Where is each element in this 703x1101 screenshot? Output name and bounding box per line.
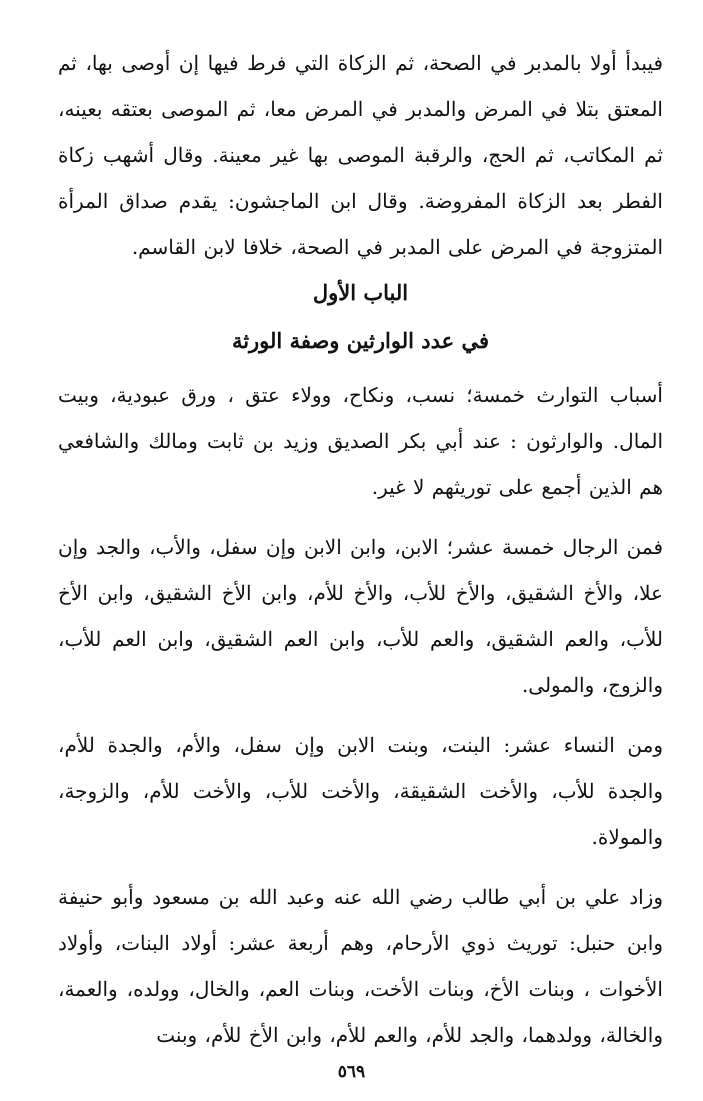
chapter-title: الباب الأول <box>312 280 409 305</box>
intro-paragraph: فيبدأ أولا بالمدبر في الصحة، ثم الزكاة التي فرط فيها إن أوصى بها، ثم المعتق بتلا في المرض والمدبر في المرض معا، ثم الموصى بعتقه بعينه، ثم المكاتب، ثم الحج، والرقبة الموصى بها غير معينة. وقال أشهب زكاة الفطر بعد الزكاة المفروضة. وقال ابن الماجشون: يقدم صداق المرأة المتزوجة في المرض على المدبر في الصحة، خلافا لابن القاسم. <box>58 51 663 259</box>
paragraph-gap <box>58 708 663 722</box>
female-heirs-paragraph: ومن النساء عشر: البنت، وبنت الابن وإن سفل، والأم، والجدة للأم، والجدة للأب، والأخت الشقيقة، والأخت للأب، والأخت للأم، والزوجة، والمولاة. <box>58 733 663 849</box>
paragraph-gap <box>58 860 663 874</box>
male-heirs-paragraph: فمن الرجال خمسة عشر؛ الابن، وابن الابن وإن سفل، والأب، والجد وإن علا، والأخ الشقيق، والأخ للأب، والأخ للأم، وابن الأخ الشقيق، وابن الأخ للأب، والعم الشقيق، والعم للأب، وابن العم الشقيق، وابن العم للأب، والزوج، والمولى. <box>58 535 663 697</box>
causes-of-inheritance-paragraph: أسباب التوارث خمسة؛ نسب، ونكاح، وولاء عتق ، ورق عبودية، وبيت المال. والوارثون : عند أبي بكر الصديق وزيد بن ثابت ومالك والشافعي هم الذين أجمع على توريثهم لا غير. <box>58 383 663 499</box>
distant-kindred-paragraph: وزاد علي بن أبي طالب رضي الله عنه وعبد الله بن مسعود وأبو حنيفة وابن حنبل: توريث ذوي الأرحام، وهم أربعة عشر: أولاد البنات، وأولاد الأخوات ، وبنات الأخ، وبنات الأخت، وبنات العم، والخال، وولده، والعمة، والخالة، وولدهما، والجد للأم، والعم للأم، وابن الأخ للأم، وبنت <box>58 885 663 1047</box>
chapter-subtitle: في عدد الوارثين وصفة الورثة <box>231 328 490 353</box>
page-content <box>58 40 663 1101</box>
page-number: ٥٦٩ <box>337 1062 366 1082</box>
paragraph-gap <box>58 510 663 524</box>
